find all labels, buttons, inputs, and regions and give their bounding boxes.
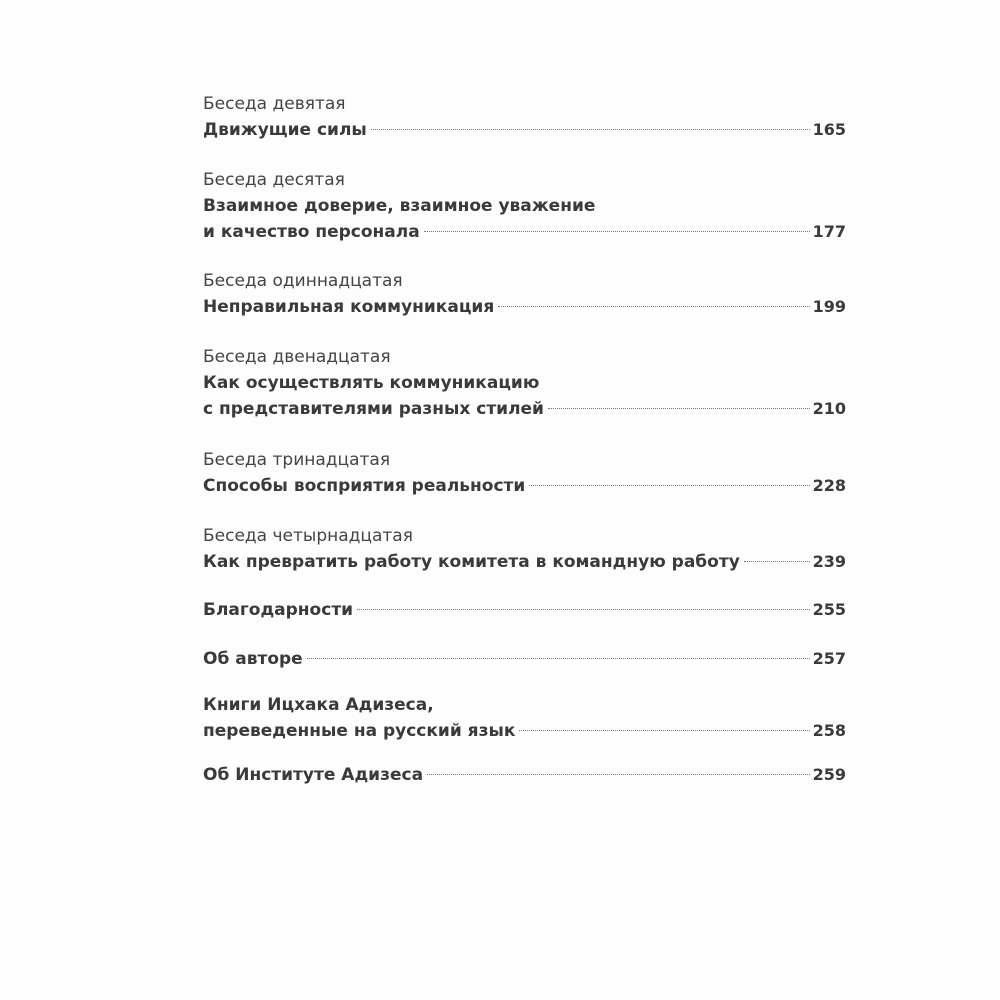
toc-entry: [203, 268, 846, 320]
toc-title-row: [203, 294, 846, 320]
toc-entry: [203, 762, 846, 788]
section-title-line: Книги Ицхака Адизеса,: [203, 695, 434, 715]
dot-leader: [498, 306, 809, 307]
page-number: 257: [812, 649, 846, 668]
conversation-label: Беседа двенадцатая: [203, 347, 391, 367]
chapter-title-line: Взаимное доверие, взаимное уважение: [203, 196, 596, 216]
conversation-label: Беседа девятая: [203, 94, 346, 114]
conversation-label: Беседа тринадцатая: [203, 450, 391, 470]
page-number: 177: [812, 222, 846, 241]
dot-leader: [424, 231, 810, 232]
toc-title-row: [203, 473, 846, 499]
toc-title-row: [203, 646, 846, 672]
chapter-title: Неправильная коммуникация: [203, 297, 495, 317]
toc-title-row: [203, 117, 846, 143]
page-number: 199: [812, 297, 846, 316]
page-number: 228: [812, 476, 846, 495]
dot-leader: [427, 774, 810, 775]
page-number: 239: [812, 552, 846, 571]
dot-leader: [357, 609, 810, 610]
page-number: 255: [812, 600, 846, 619]
dot-leader: [519, 730, 809, 731]
toc-title-row: [203, 597, 846, 623]
chapter-title-line: Как осуществлять коммуникацию: [203, 373, 540, 393]
page-number: 165: [812, 120, 846, 139]
chapter-title: и качество персонала: [203, 222, 420, 242]
section-title: Благодарности: [203, 600, 354, 620]
dot-leader: [307, 658, 810, 659]
section-title: Об авторе: [203, 649, 303, 669]
toc-entry: [203, 447, 846, 499]
dot-leader: [529, 485, 809, 486]
chapter-title: Как превратить работу комитета в командную работу: [203, 552, 740, 572]
chapter-title: Движущие силы: [203, 120, 367, 140]
page-number: 258: [812, 721, 846, 740]
conversation-label: Беседа десятая: [203, 170, 345, 190]
toc-title-row: [203, 396, 846, 422]
chapter-title: Способы восприятия реальности: [203, 476, 526, 496]
section-title: Об Институте Адизеса: [203, 765, 424, 785]
dot-leader: [371, 129, 810, 130]
dot-leader: [548, 408, 810, 409]
toc-entry: [203, 91, 846, 143]
toc-entry: [203, 523, 846, 575]
toc-entry: [203, 597, 846, 623]
page-number: 210: [812, 399, 846, 418]
conversation-label: Беседа одиннадцатая: [203, 271, 403, 291]
conversation-label: Беседа четырнадцатая: [203, 526, 413, 546]
toc-title-row: [203, 762, 846, 788]
toc-entry: [203, 692, 846, 744]
toc-entry: [203, 344, 846, 422]
page-number: 259: [812, 765, 846, 784]
toc-title-row: [203, 549, 846, 575]
toc-entry: [203, 167, 846, 245]
toc-entry: [203, 646, 846, 672]
toc-title-row: [203, 219, 846, 245]
section-title: переведенные на русский язык: [203, 721, 516, 741]
chapter-title: с представителями разных стилей: [203, 399, 544, 419]
toc-title-row: [203, 718, 846, 744]
dot-leader: [744, 561, 810, 562]
